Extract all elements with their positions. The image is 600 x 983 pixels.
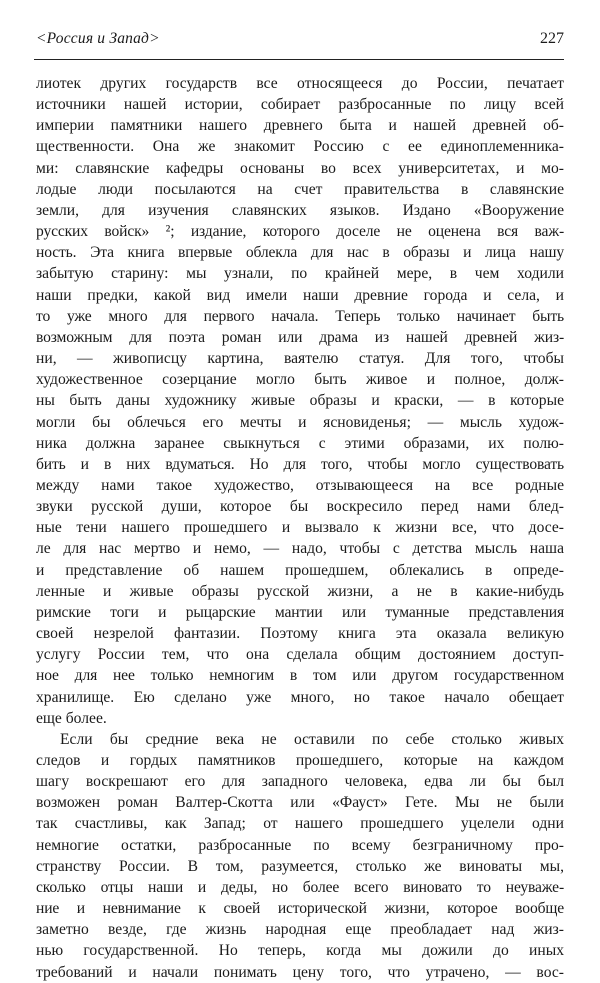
body-text xyxy=(36,73,564,983)
text-line: ное для нее только немногим в том или другом государственном xyxy=(36,667,564,685)
text-line: то уже много для первого начала. Теперь только начинает быть xyxy=(36,307,564,325)
text-line: бить и в них вдуматься. Но для того, чтобы могло существовать xyxy=(36,455,564,473)
text-line: нью государственной. Но теперь, когда мы дожили до иных xyxy=(36,942,564,960)
text-line: земли, для изучения славянских языков. Издано «Вооружение xyxy=(36,201,564,219)
text-line: следов и гордых памятников прошедшего, которые на каждом xyxy=(36,752,564,769)
text-line: шагу воскрешают его для западного человека, едва ли бы был xyxy=(36,773,564,791)
text-line: заметно везде, где жизнь народная еще преобладает над жиз- xyxy=(36,921,564,939)
text-line: римские тоги и рыцарские мантии или туманные представления xyxy=(36,603,564,621)
text-line: русских войск» ²; издание, которого доселе не оценена вся важ- xyxy=(36,223,564,241)
text-line: ле для нас мертво и немо, — надо, чтобы с детства мысль наша xyxy=(36,540,564,558)
text-line: требований и начали понимать цену того, что утрачено, — вос- xyxy=(36,963,564,981)
text-line: еще более. xyxy=(36,709,107,727)
text-line: ленные и живые образы русской жизни, а не в какие-нибудь xyxy=(36,582,564,600)
text-line: возможен роман Валтер-Скотта или «Фауст» Гете. Мы не были xyxy=(36,794,564,812)
text-line: сколько отцы наши и деды, но более всего виновато то неуваже- xyxy=(36,878,564,896)
header-rule xyxy=(34,59,564,60)
text-line: хранилище. Ею сделано уже много, но такое начало обещает xyxy=(36,688,564,706)
text-line: наши предки, какой вид имели наши древние города и села, и xyxy=(36,286,564,304)
text-line: щественности. Она же знакомит Россию с ее единоплеменника- xyxy=(36,138,564,156)
text-line: так счастливы, как Запад; от нашего прошедшего уцелели одни xyxy=(36,815,564,833)
text-line: забытую старину: мы узнали, по крайней мере, в чем ходили xyxy=(36,265,564,283)
text-line: ми: славянские кафедры основаны во всех университетах, и мо- xyxy=(36,159,564,177)
text-line: немногие остатки, разбросанные по всему безграничному про- xyxy=(36,836,564,854)
text-line: ность. Эта книга впервые облекла для нас в образы и лица нашу xyxy=(36,244,564,262)
text-line: звуки русской души, которое бы воскресило перед нами блед- xyxy=(36,498,564,516)
text-line: империи памятники нашего древнего быта и нашей древней об- xyxy=(36,117,564,135)
text-line: возможным для поэта роман или драма из нашей древней жиз- xyxy=(36,328,564,346)
text-line: странству России. В том, разумеется, столько же виноваты мы, xyxy=(36,857,564,875)
page-number: 227 xyxy=(540,30,564,47)
text-line: и представление об нашем прошедшем, облекались в опреде- xyxy=(36,561,564,579)
text-line: лиотек других государств все относящееся до России, печатает xyxy=(36,75,564,92)
text-line: ные тени нашего прошедшего и вызвало к жизни все, что досе- xyxy=(36,519,564,537)
text-line: Если бы средние века не оставили по себе столько живых xyxy=(60,730,564,748)
text-line: между нами такое художество, отзывающееся на все родные xyxy=(36,476,564,494)
text-line: своей незрелой фантазии. Поэтому книга эта оказала великую xyxy=(36,625,564,643)
running-title: <Россия и Запад> xyxy=(36,30,160,47)
text-line: ника должна заранее свыкнуться с этими образами, их полю- xyxy=(36,434,564,452)
page-header xyxy=(36,30,564,52)
text-line: ны быть даны художнику живые образы и краски, — в которые xyxy=(36,392,564,410)
text-line: художественное созерцание могло быть живое и полное, долж- xyxy=(36,371,564,389)
text-line: могли бы облечься его мечты и ясновиденья; — мысль худож- xyxy=(36,413,564,431)
text-line: лодые люди посылаются на счет правительства в славянские xyxy=(36,180,564,198)
text-line: ние и невнимание к своей исторической жизни, которое вообще xyxy=(36,900,564,918)
text-line: ни, — живописцу картина, ваятелю статуя. Для того, чтобы xyxy=(36,350,564,368)
text-line: источники нашей истории, собирает разбросанные по лицу всей xyxy=(36,96,564,114)
text-line: услугу России тем, что она сделала общим достоянием доступ- xyxy=(36,646,564,664)
